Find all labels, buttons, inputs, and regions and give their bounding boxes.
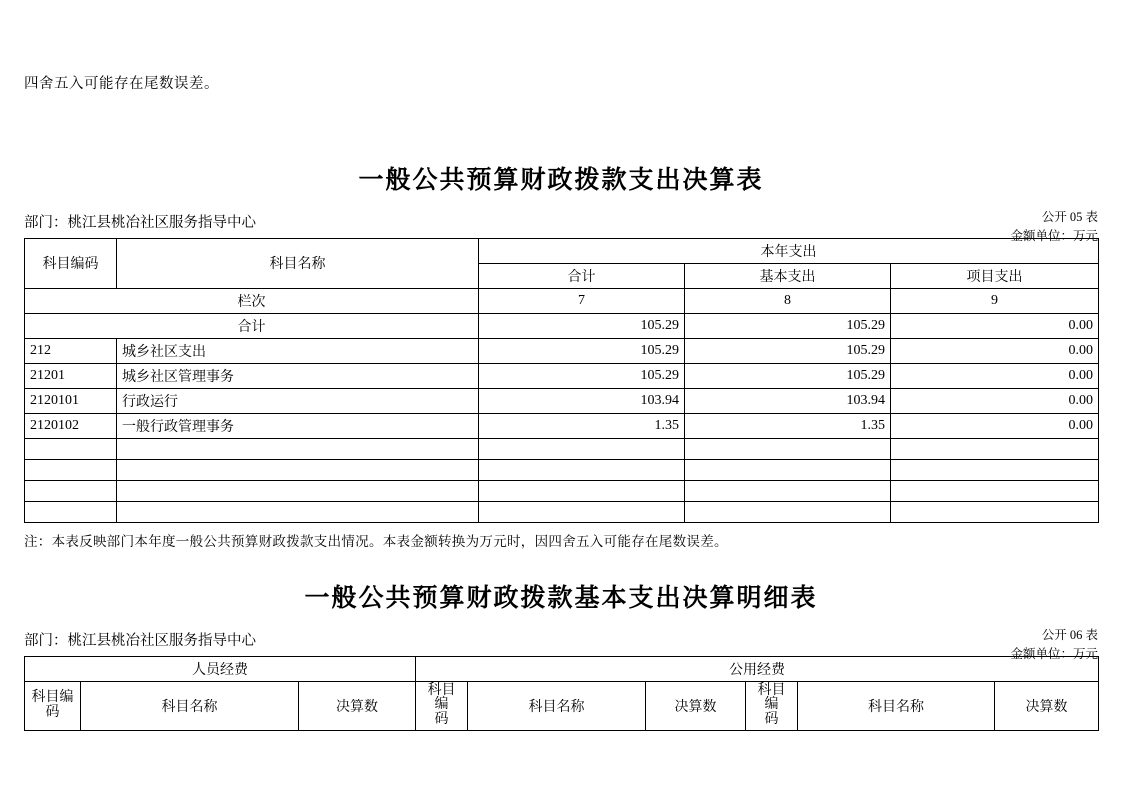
header-code-line1: 科目编	[31, 690, 74, 706]
cell-project	[891, 459, 1099, 480]
header-name: 科目名称	[117, 238, 479, 288]
cell-code: 2120102	[25, 413, 117, 438]
header-amount-2: 决算数	[646, 681, 746, 730]
cell-basic	[685, 459, 891, 480]
form-number: 公开 05 表	[1041, 210, 1098, 224]
header-code-line1: 科目编	[427, 682, 456, 713]
total-label: 合计	[25, 313, 479, 338]
cell-project	[891, 480, 1099, 501]
header-name-3: 科目名称	[798, 681, 995, 730]
header-code-line2: 码	[434, 712, 449, 728]
total-value-project: 0.00	[891, 313, 1099, 338]
detail-header-row	[25, 681, 1099, 730]
amount-unit-note: 金额单位：万元	[1010, 229, 1098, 244]
header-project: 项目支出	[891, 263, 1099, 288]
cell-total: 103.94	[479, 388, 685, 413]
column-label: 栏次	[25, 288, 479, 313]
cell-basic: 1.35	[685, 413, 891, 438]
table-row	[25, 338, 1099, 363]
cell-name	[117, 501, 479, 522]
table-footnote: 注：本表反映部门本年度一般公共预算财政拨款支出情况。本表金额转换为万元时，因四舍五入可能存在尾数误差。	[24, 533, 728, 549]
header-year-expense: 本年支出	[479, 238, 1099, 263]
cell-name: 一般行政管理事务	[117, 413, 479, 438]
cell-name: 城乡社区管理事务	[117, 363, 479, 388]
cell-name	[117, 459, 479, 480]
form-number-2: 公开 06 表	[1041, 628, 1098, 642]
cell-basic: 103.94	[685, 388, 891, 413]
header-code-line2: 码	[764, 712, 779, 728]
section-basic-expenditure-detail	[24, 578, 1098, 731]
header-code-line2: 码	[45, 704, 60, 720]
detail-header-group-row	[25, 656, 1099, 681]
header-total: 合计	[479, 263, 685, 288]
header-code-3	[746, 681, 798, 730]
page-title: 一般公共预算财政拨款支出决算表	[358, 167, 764, 194]
department-line-2: 部门：桃江县桃冶社区服务指导中心	[24, 632, 256, 649]
table-row-empty	[25, 480, 1099, 501]
cell-code	[25, 480, 117, 501]
table-row	[25, 413, 1099, 438]
header-amount-3: 决算数	[995, 681, 1099, 730]
header-code-1	[25, 681, 81, 730]
table-total-row	[25, 313, 1099, 338]
table-row-empty	[25, 459, 1099, 480]
table-row	[25, 363, 1099, 388]
cell-basic	[685, 438, 891, 459]
header-code-2	[416, 681, 468, 730]
table-row	[25, 388, 1099, 413]
header-basic: 基本支出	[685, 263, 891, 288]
cell-total: 1.35	[479, 413, 685, 438]
cell-project	[891, 438, 1099, 459]
cell-total	[479, 501, 685, 522]
cell-name: 行政运行	[117, 388, 479, 413]
cell-basic	[685, 501, 891, 522]
cell-code	[25, 438, 117, 459]
expenditure-table	[24, 238, 1099, 523]
cell-project: 0.00	[891, 363, 1099, 388]
cell-total	[479, 480, 685, 501]
cell-basic	[685, 480, 891, 501]
table-header-row-1	[25, 238, 1099, 263]
cell-total	[479, 438, 685, 459]
column-index-project: 9	[891, 288, 1099, 313]
cell-total: 105.29	[479, 338, 685, 363]
page-title-2: 一般公共预算财政拨款基本支出决算明细表	[304, 585, 818, 612]
table-row-empty	[25, 501, 1099, 522]
cell-total	[479, 459, 685, 480]
header-code-line1: 科目编	[757, 682, 786, 713]
total-value-basic: 105.29	[685, 313, 891, 338]
cell-code: 212	[25, 338, 117, 363]
cell-code	[25, 501, 117, 522]
cell-code: 2120101	[25, 388, 117, 413]
cell-name	[117, 480, 479, 501]
header-code: 科目编码	[25, 238, 117, 288]
cell-project: 0.00	[891, 413, 1099, 438]
section-budget-expenditure	[24, 160, 1098, 550]
cell-project	[891, 501, 1099, 522]
basic-expenditure-detail-table	[24, 656, 1099, 731]
header-name-1: 科目名称	[81, 681, 299, 730]
column-index-row	[25, 288, 1099, 313]
cell-basic: 105.29	[685, 338, 891, 363]
group-public: 公用经费	[416, 656, 1099, 681]
table-row-empty	[25, 438, 1099, 459]
column-index-total: 7	[479, 288, 685, 313]
cell-project: 0.00	[891, 338, 1099, 363]
cell-code	[25, 459, 117, 480]
total-value-total: 105.29	[479, 313, 685, 338]
cell-name: 城乡社区支出	[117, 338, 479, 363]
header-amount-1: 决算数	[299, 681, 416, 730]
header-name-2: 科目名称	[468, 681, 646, 730]
cell-name	[117, 438, 479, 459]
cell-basic: 105.29	[685, 363, 891, 388]
department-line: 部门：桃江县桃冶社区服务指导中心	[24, 214, 256, 231]
cell-total: 105.29	[479, 363, 685, 388]
amount-unit-note-2: 金额单位：万元	[1010, 647, 1098, 662]
cell-project: 0.00	[891, 388, 1099, 413]
column-index-basic: 8	[685, 288, 891, 313]
cell-code: 21201	[25, 363, 117, 388]
page-top-note: 四舍五入可能存在尾数误差。	[24, 76, 219, 92]
group-personnel: 人员经费	[25, 656, 416, 681]
